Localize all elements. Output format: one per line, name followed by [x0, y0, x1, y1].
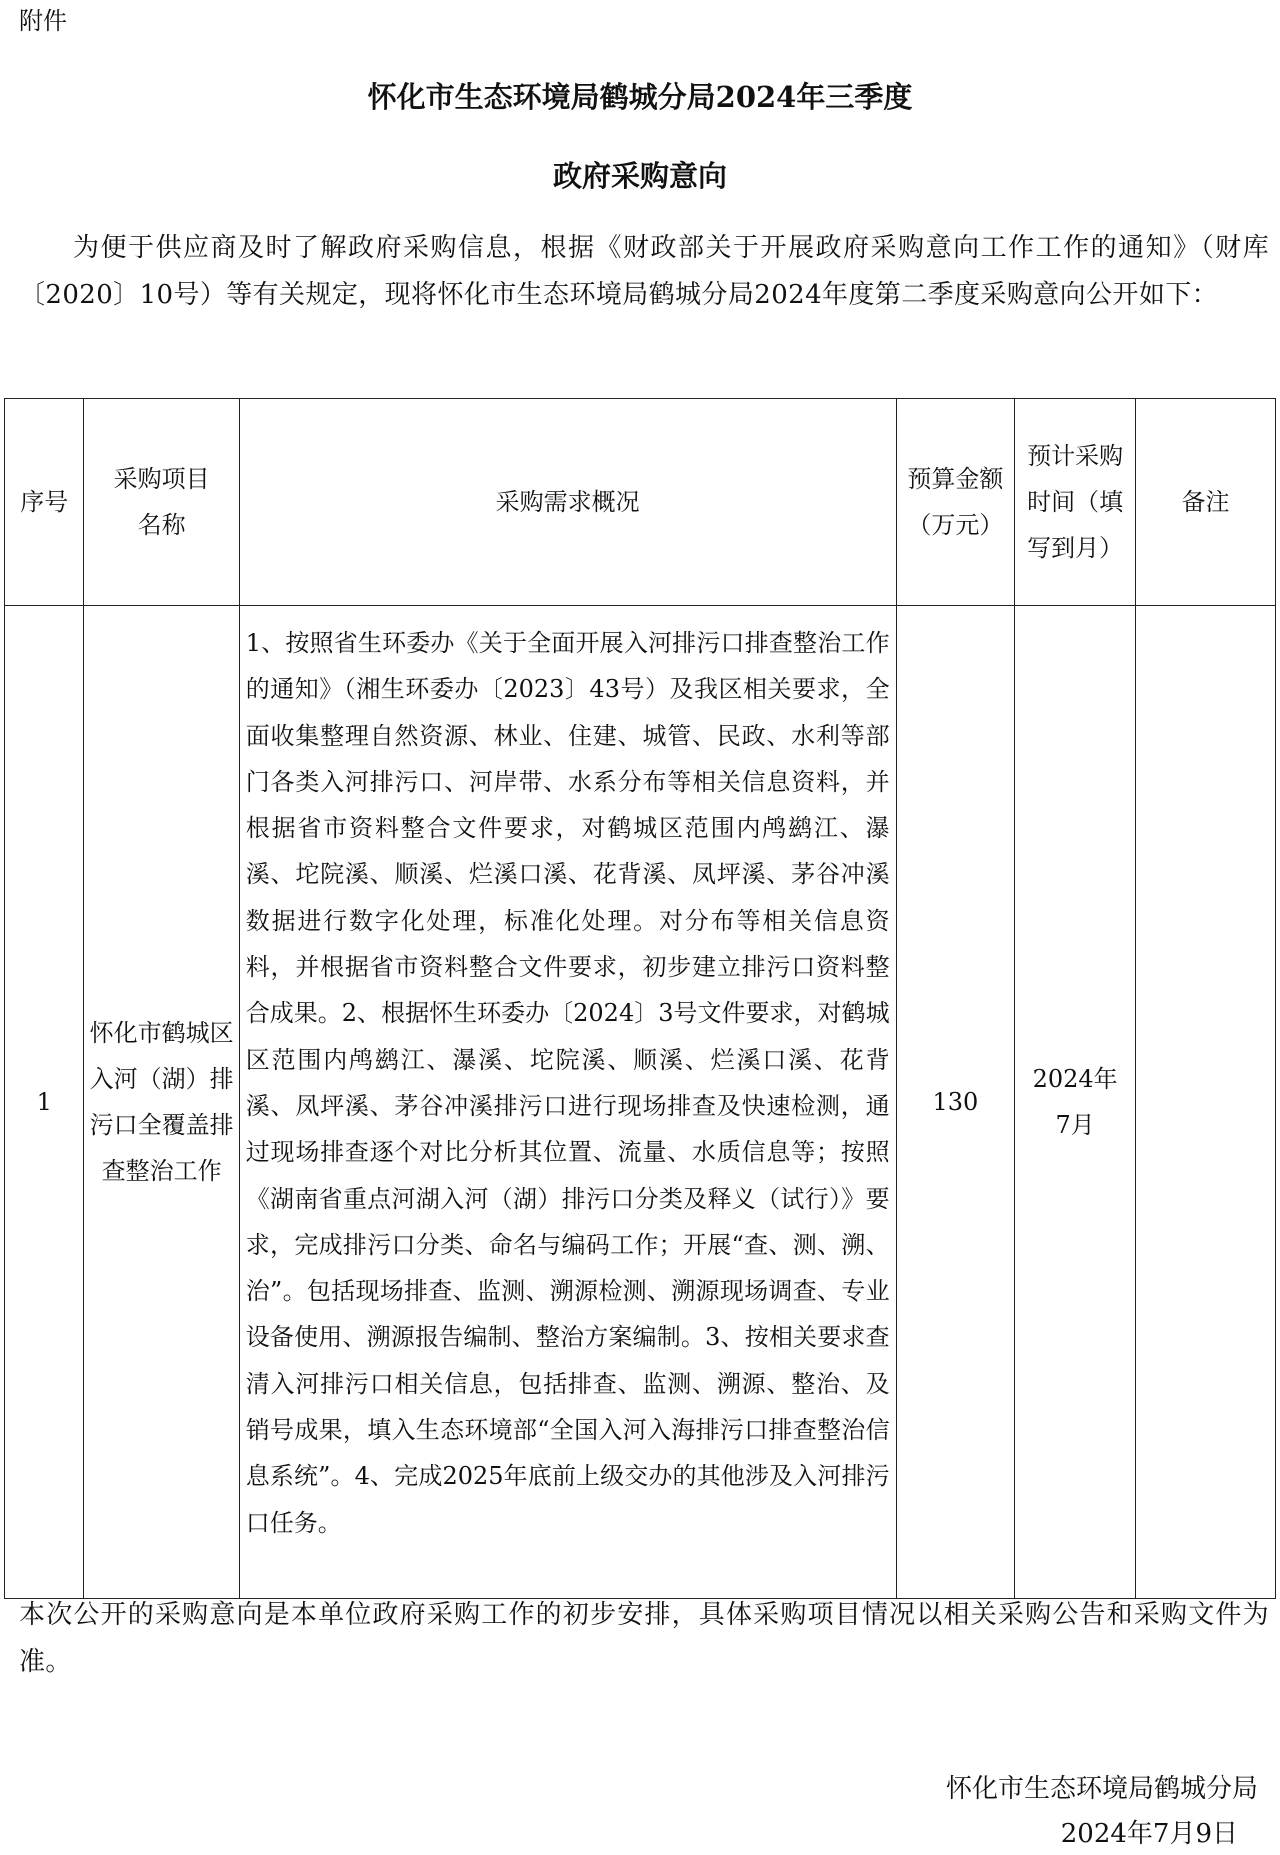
header-project-name: 采购项目名称 — [84, 399, 239, 606]
header-planned-time: 预计采购时间（填写到月） — [1015, 399, 1136, 606]
cell-remark — [1136, 606, 1276, 1599]
cell-planned-time: 2024年7月 — [1015, 606, 1136, 1599]
cell-budget: 130 — [896, 606, 1015, 1599]
table-row — [5, 606, 1276, 1599]
cell-seq: 1 — [5, 606, 84, 1599]
document-title: 怀化市生态环境局鹤城分局2024年三季度 — [367, 80, 913, 114]
attachment-label: 附件 — [19, 7, 67, 35]
procurement-table — [4, 398, 1276, 1599]
document-subtitle: 政府采购意向 — [552, 159, 727, 193]
header-seq: 序号 — [5, 399, 84, 606]
header-remark: 备注 — [1136, 399, 1276, 606]
cell-project-name: 怀化市鹤城区入河（湖）排污口全覆盖排查整治工作 — [84, 606, 239, 1599]
header-budget: 预算金额（万元） — [896, 399, 1015, 606]
table-header-row — [5, 399, 1276, 606]
cell-requirements: 1、按照省生环委办《关于全面开展入河排污口排查整治工作的通知》（湘生环委办〔2023〕43号）及我区相关要求，全面收集整理自然资源、林业、住建、城管、民政、水利等部门各类入河排污口、河岸带、水系分布等相关信息资料，并根据省市资料整合文件要求，对鹤城区范围内鸬鹚江、瀑溪、坨院溪、顺溪、烂溪口溪、花背溪、凤坪溪、茅谷冲溪数据进行数字化处理，标准化处理。对分布等相关信息资料，并根据省市资料整合文件要求，初步建立排污口资料整合成果。2、根据怀生环委办〔2024〕3号文件要求，对鹤城区范围内鸬鹚江、瀑溪、坨院溪、顺溪、烂溪口溪、花背溪、凤坪溪、茅谷冲溪排污口进行现场排查及快速检测，通过现场排查逐个对比分析其位置、流量、水质信息等；按照《湖南省重点河湖入河（湖）排污口分类及释义（试行）》要求，完成排污口分类、命名与编码工作；开展“查、测、溯、治”。包括现场排查、监测、溯源检测、溯源现场调查、专业设备使用、溯源报告编制、整治方案编制。3、按相关要求查清入河排污口相关信息，包括排查、监测、溯源、整治、及销号成果，填入生态环境部“全国入河入海排污口排查整治信息系统”。4、完成2025年底前上级交办的其他涉及入河排污口任务。 — [239, 606, 896, 1599]
footer-note: 本次公开的采购意向是本单位政府采购工作的初步安排，具体采购项目情况以相关采购公告和采购文件为准。 — [19, 1600, 1269, 1677]
signature-organization: 怀化市生态环境局鹤城分局 — [945, 1774, 1258, 1804]
header-requirements: 采购需求概况 — [239, 399, 896, 606]
signature-date: 2024年7月9日 — [1060, 1819, 1238, 1849]
intro-paragraph: 为便于供应商及时了解政府采购信息，根据《财政部关于开展政府采购意向工作工作的通知》（财库〔2020〕10号）等有关规定，现将怀化市生态环境局鹤城分局2024年度第二季度采购意向公开如下： — [19, 233, 1269, 310]
